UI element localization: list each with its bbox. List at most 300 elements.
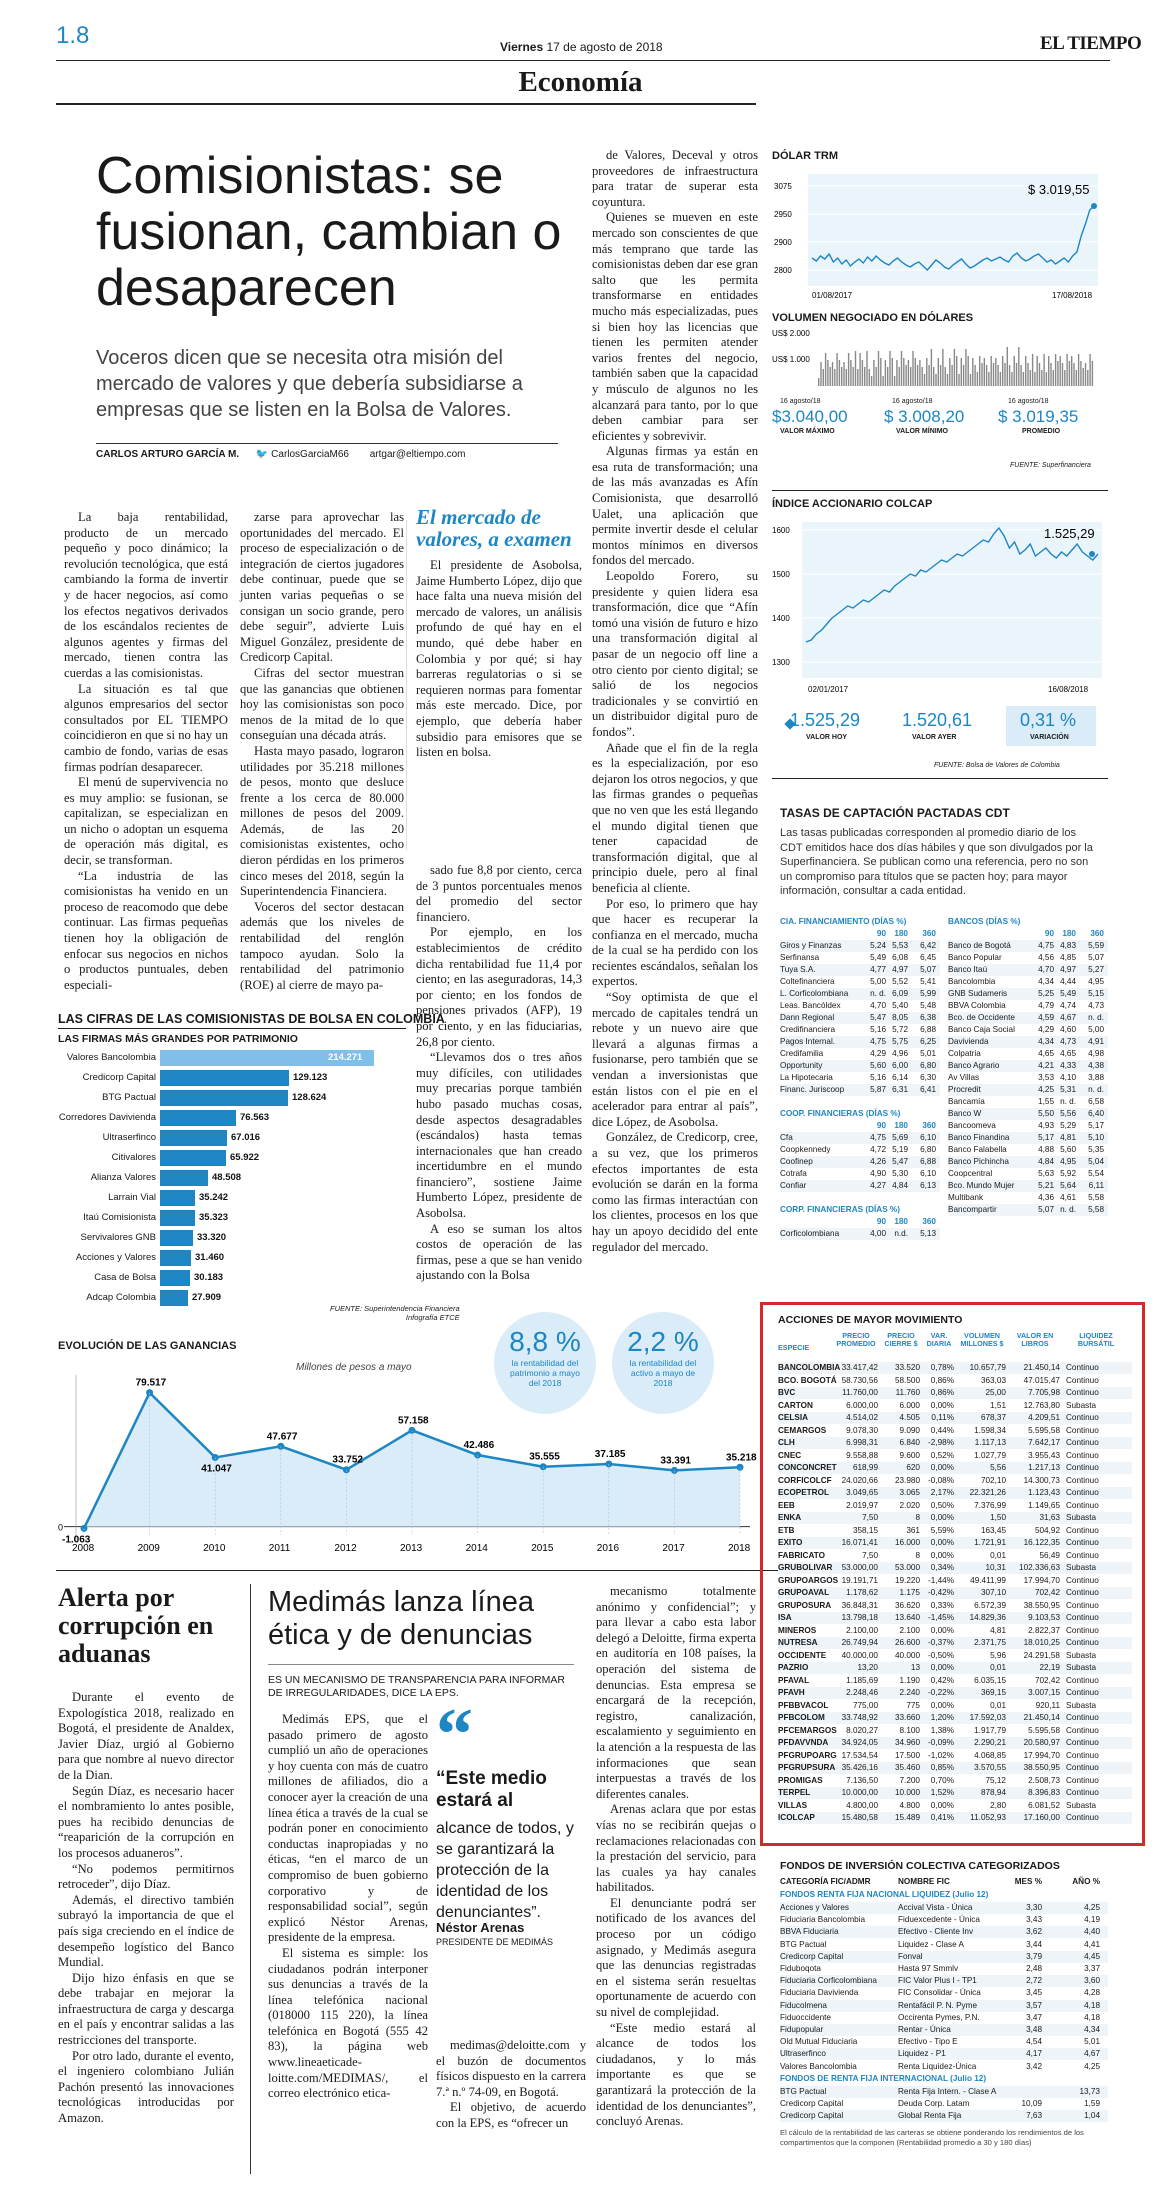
table-cell: Continuo <box>1066 1463 1099 1472</box>
table-row <box>778 1687 1132 1699</box>
patrimonio-credit: Infografía ETCE <box>405 1313 460 1322</box>
table-cell: 8.100 <box>899 1725 920 1735</box>
vol-bar <box>1048 356 1049 386</box>
table-cell: OCCIDENTE <box>778 1650 827 1660</box>
vol-bar <box>894 376 895 386</box>
bar <box>160 1110 236 1126</box>
table-cell: 5.595,58 <box>1028 1425 1060 1435</box>
table-cell: GRUBOLIVAR <box>778 1563 833 1572</box>
table-cell: 35.460 <box>894 1763 920 1772</box>
table-cell: Banco Finandina <box>948 1133 1010 1142</box>
table-cell: Continuo <box>1066 1588 1099 1597</box>
table-cell: 13,73 <box>1079 2086 1100 2096</box>
bar-label: BTG Pactual <box>102 1092 156 1103</box>
vol-bar <box>836 353 837 386</box>
table-cell: 3,47 <box>1026 2012 1042 2022</box>
twitter-icon: 🐦 <box>255 449 269 460</box>
vol-bar <box>1089 354 1090 386</box>
paragraph: El sistema es simple: los ciudadanos podrán interponer sus denuncias a través de la línea telefónica nacional (018000 115 220), la línea telefónica en Bogotá (555 42 83), la página web www.lineaeticade-loitte.com/MEDIMAS/, el correo electrónico etica- <box>268 1945 428 2101</box>
table-cell: 5,63 <box>1038 1169 1054 1178</box>
table-cell: Fiduciaria Corficolombiana <box>780 1976 877 1986</box>
table-cell: 5,40 <box>892 1001 908 1010</box>
table-cell: 4,93 <box>1038 1121 1054 1130</box>
table-row <box>778 1437 1132 1449</box>
table-cell: 360 <box>922 1217 936 1226</box>
trm-title: DÓLAR TRM <box>772 150 838 162</box>
table-cell: n. d. <box>1088 1013 1104 1022</box>
fondos-note: El cálculo de la rentabilidad de las carteras se obtiene ponderando los rendimientos de los compartimentos que la componen (Rentabilidad promedio a 30 y 180 días) <box>780 2128 1084 2148</box>
table-cell: 102.336,63 <box>1019 1563 1060 1572</box>
table-cell: 5,24 <box>870 941 886 950</box>
table-cell: Old Mutual Fiduciaria <box>780 2037 858 2047</box>
bar <box>160 1290 188 1306</box>
table-cell: PROMIGAS <box>778 1775 823 1785</box>
table-cell: FONDOS RENTA FIJA NACIONAL LIQUIDEZ (Julio 12) <box>780 1890 989 1899</box>
table-cell: MINEROS <box>778 1625 817 1635</box>
table-row <box>778 1512 1132 1524</box>
table-cell: 1.217,13 <box>1028 1463 1060 1472</box>
table-row <box>780 1000 940 1012</box>
table-cell: 49.411,99 <box>970 1575 1006 1585</box>
table-cell: 678,37 <box>980 1413 1006 1422</box>
table-cell: 4,97 <box>892 965 908 974</box>
table-cell: 4,74 <box>1060 1001 1076 1010</box>
table-row <box>948 1048 1108 1060</box>
body-col4 <box>592 148 758 1255</box>
bar-value: 76.563 <box>240 1112 270 1123</box>
table-row <box>780 1072 940 1084</box>
table-cell: 10.000 <box>894 1788 920 1797</box>
colcap-last-label: 1.525,29 <box>1044 526 1095 541</box>
table-cell: PFAVH <box>778 1688 805 1697</box>
vol-bar <box>892 358 893 386</box>
table-cell: 4.505 <box>899 1413 920 1422</box>
table-cell: 8 <box>915 1513 920 1522</box>
table-cell: PFBBVACOL <box>778 1700 829 1710</box>
table-cell: PFCEMARGOS <box>778 1725 837 1735</box>
table-cell: 16.071,41 <box>841 1538 878 1547</box>
sidebar-col <box>416 558 582 761</box>
table-cell: 6.998,31 <box>846 1438 878 1447</box>
bar <box>160 1270 190 1286</box>
vol-bar <box>1062 363 1063 386</box>
table-cell: 58.730,56 <box>841 1375 878 1385</box>
table-cell: 702,42 <box>1034 1675 1060 1685</box>
table-cell: Banco Falabella <box>948 1145 1007 1154</box>
x-tick: 17/08/2018 <box>1052 291 1093 300</box>
table-cell: n. d. <box>1088 1085 1104 1094</box>
cdt-left-table <box>780 916 940 1286</box>
table-cell: 90 <box>1044 929 1054 938</box>
table-cell: 0,86% <box>930 1375 954 1385</box>
table-cell: 775 <box>906 1700 920 1710</box>
table-cell: Renta Fija Intern. - Clase A <box>898 2086 997 2096</box>
table-row <box>948 1180 1108 1192</box>
vol-bar <box>899 367 900 386</box>
table-cell: 4,40 <box>1084 1927 1100 1937</box>
table-cell: 363,03 <box>980 1375 1006 1385</box>
table-cell: 361 <box>906 1525 920 1535</box>
vol-bar <box>1004 363 1005 386</box>
vol-bar <box>1046 372 1047 386</box>
table-cell: 5,69 <box>892 1133 908 1142</box>
table-cell: CNEC <box>778 1450 802 1460</box>
table-row <box>780 2048 1108 2060</box>
data-label: 33.391 <box>660 1455 691 1467</box>
table-cell: -0,37% <box>928 1638 954 1647</box>
table-row <box>948 1192 1108 1204</box>
vol-bar <box>977 372 978 386</box>
vol-bar <box>979 356 980 386</box>
table-cell: 5,21 <box>1038 1181 1054 1190</box>
paragraph: Durante el evento de Expologística 2018, realizado en Bogotá, el presidente de Analdex, Javier Díaz, urgió al Gobierno para que nombre al nuevo director de la Dian. <box>58 1690 234 1782</box>
header-cell: VOLUMEN MILLONES $ <box>960 1331 1004 1348</box>
table-cell: 1.123,43 <box>1028 1488 1060 1497</box>
data-label: 47.677 <box>266 1431 298 1443</box>
vol-bar <box>905 365 906 386</box>
vol-bar <box>1025 356 1026 386</box>
vol-bar <box>1032 354 1033 386</box>
table-row <box>948 988 1108 1000</box>
table-cell: BBVA Fiduciaria <box>780 1927 839 1937</box>
vol-bar <box>889 351 890 386</box>
table-row <box>780 1951 1108 1963</box>
table-cell: 24.020,66 <box>841 1475 878 1485</box>
table-cell: Fiduoccidente <box>780 2012 831 2022</box>
table-cell: 10.657,79 <box>969 1363 1006 1372</box>
paragraph: Algunas firmas ya están en esa ruta de transformación; una de las más avanzadas es Afín Comisionista, que desarrolló Ualet, una aplicación que permite invertir desde el celular montos mínimos en diversos fondos del mercado. <box>592 444 758 568</box>
bar-value: 30.183 <box>194 1272 224 1283</box>
medimas-col2 <box>436 2038 586 2132</box>
table-cell: 53.000,00 <box>841 1563 878 1572</box>
vol-bar <box>871 376 872 386</box>
table-row <box>778 1487 1132 1499</box>
medimas-sub: ES UN MECANISMO DE TRANSPARENCIA PARA INFORMAR DE IRREGULARIDADES, DICE LA EPS. <box>268 1674 565 1699</box>
paragraph: Leopoldo Forero, su presidente y quien lidera esa transformación, dice que “Afín tomó una visión de futuro e hizo una transformación digital al pasar de un negocio off line a otro ciento por ciento digital; se salió de los negocios tradicionales y se convirtió en un distribuidor digital puro de fondos”. <box>592 569 758 739</box>
table-cell: 5,47 <box>892 1157 908 1166</box>
table-row <box>780 2061 1108 2073</box>
paragraph: El objetivo, de acuerdo con la EPS, es “ofrecer un <box>436 2100 586 2130</box>
table-cell: -2,98% <box>928 1438 954 1447</box>
table-cell: 4,28 <box>1084 1988 1100 1998</box>
table-cell: 24.291,58 <box>1023 1650 1060 1660</box>
table-cell: ISA <box>778 1613 792 1622</box>
table-cell: 34.924,05 <box>841 1738 878 1747</box>
paragraph: El presidente de Asobolsa, Jaime Humberto López, dijo que hace falta una nueva misión del mercado de valores, un análisis profundo de qué hay en el mundo, qué debe haber en Colombia y por qué; si hay barreras regulatorias o si se requieren normas para fomentar más este mercado. Dice, por ejemplo, que debería haber subsidio para emisores que se listen en bolsa. <box>416 558 582 760</box>
table-row <box>778 1400 1132 1412</box>
table-row <box>778 1412 1132 1424</box>
table-row <box>778 1475 1132 1487</box>
vol-bar <box>963 365 964 386</box>
table-cell: Subasta <box>1066 1650 1097 1660</box>
table-cell: 0,01 <box>990 1700 1006 1710</box>
quote-name: Néstor Arenas <box>436 1920 525 1935</box>
table-cell: 5,17 <box>1038 1133 1054 1142</box>
table-section <box>948 916 1108 928</box>
table-cell: 6,00 <box>892 1061 908 1070</box>
colcap-source: FUENTE: Bolsa de Valores de Colombia <box>934 762 1060 769</box>
table-cell: Continuo <box>1066 1500 1099 1510</box>
table-cell: 0,00% <box>930 1513 954 1522</box>
cdt-title: TASAS DE CAPTACIÓN PACTADAS CDT <box>780 806 1010 820</box>
data-point <box>540 1463 547 1470</box>
table-cell: 15.480,58 <box>841 1813 878 1822</box>
paragraph: “La industria de las comisionistas ha venido en un proceso de reacomodo que debe continuar. Las firmas pequeñas tienen hoy la obligación de enfocar sus negocios en nichos o productos puntuales, deben especiali- <box>64 868 228 992</box>
table-cell: Continuo <box>1066 1813 1099 1822</box>
table-row <box>948 1096 1108 1108</box>
table-cell: 4,33 <box>1060 1061 1076 1070</box>
bar-label: Valores Bancolombia <box>66 1052 156 1063</box>
table-cell: 1,50 <box>990 1513 1006 1522</box>
table-cell: ENKA <box>778 1513 802 1522</box>
table-cell: 6,80 <box>920 1145 936 1154</box>
table-cell: Ultraserfinco <box>780 2049 826 2059</box>
bar-label: Acciones y Valores <box>75 1252 156 1263</box>
table-cell: 5,96 <box>990 1650 1006 1660</box>
bar <box>160 1210 195 1226</box>
table-cell: 6,09 <box>892 989 908 998</box>
bar-label: Corredores Davivienda <box>58 1112 156 1123</box>
table-cell: 5,41 <box>920 977 936 986</box>
header-cell: LIQUIDEZ BURSÁTIL <box>1077 1331 1115 1348</box>
table-cell: CEMARGOS <box>778 1425 827 1435</box>
table-cell: 3.049,65 <box>846 1488 878 1497</box>
table-cell: GRUPOAVAL <box>778 1588 830 1597</box>
table-row <box>778 1450 1132 1462</box>
table-row <box>780 940 940 952</box>
table-cell: Bancompartir <box>948 1205 997 1214</box>
table-cell: 4,79 <box>1038 1001 1054 1010</box>
table-cell: 25,00 <box>985 1388 1006 1397</box>
table-cell: Banco Pichincha <box>948 1157 1009 1166</box>
table-cell: BBVA Colombia <box>948 1001 1006 1010</box>
table-cell: 4,19 <box>1084 1915 1100 1925</box>
table-cell: 3,43 <box>1026 1915 1042 1925</box>
table-cell: 17.160,00 <box>1023 1813 1060 1822</box>
bar-value: 67.016 <box>231 1132 261 1143</box>
table-cell: Serfinansa <box>780 953 820 962</box>
header-cell: PRECIO PROMEDIO <box>836 1331 876 1348</box>
vol-stats: 16 agosto/18 $3.040,00 VALOR MÁXIMO 16 agosto/18 $ 3.008,20 VALOR MÍNIMO 16 agosto/18 $ 3.019,35 PROMEDIO <box>772 398 1079 435</box>
table-row <box>780 1084 940 1096</box>
vol-bar <box>935 374 936 386</box>
x-tick: 2008 <box>72 1543 95 1554</box>
table-cell: 4,34 <box>1038 977 1054 986</box>
table-cell: 4,95 <box>1088 977 1104 986</box>
email-link[interactable]: artgar@eltiempo.com <box>369 449 466 460</box>
paragraph: zarse para aprovechar las oportunidades del mercado. El proceso de especialización o de integración de ciertos jugadores debe continuar, puede que se junten varias pequeñas o se consigan un socio grande, pero debe seguir”, advierte Luis Miguel González, presidente de Credicorp Capital. <box>240 510 404 665</box>
table-cell: Financ. Juriscoop <box>780 1085 845 1094</box>
table-cell: Continuo <box>1066 1375 1099 1385</box>
table-cell: 6.840 <box>899 1438 920 1447</box>
vol-bar <box>1080 361 1081 386</box>
table-cell: Liquidez - Clase A <box>898 1939 964 1949</box>
vol-bar <box>1064 370 1065 386</box>
table-cell: Credicorp Capital <box>780 2111 844 2121</box>
table-cell: Davivienda <box>948 1037 989 1046</box>
table-cell: Banco Itaú <box>948 965 988 974</box>
table-cell: 4,26 <box>870 1157 886 1166</box>
table-row <box>780 1228 940 1240</box>
table-row <box>780 1144 940 1156</box>
paragraph: Medimás EPS, que el pasado primero de agosto cumplió un año de operaciones y hoy cuenta con más de cuatro millones de afiliados, dio a conocer ayer la creación de una línea ética a través de la cual se podrán poner en conocimiento conductas inapropiadas y no éticas, “en el marco de un compromiso de buen gobierno corporativo y de responsabilidad social”, según explicó Néstor Arenas, presidente de la empresa. <box>268 1712 428 1945</box>
table-cell: 11.052,93 <box>970 1813 1006 1822</box>
table-row <box>778 1675 1132 1687</box>
vol-bar <box>820 362 821 386</box>
table-cell: Continuo <box>1066 1725 1099 1735</box>
table-cell: 775,00 <box>852 1700 878 1710</box>
table-cell: 5,27 <box>1088 965 1104 974</box>
table-cell: 5,25 <box>1038 989 1054 998</box>
table-cell: 3,62 <box>1026 1927 1042 1937</box>
table-cell: -0,09% <box>928 1738 954 1747</box>
paragraph: Además, el directivo también subrayó la importancia de que el país siga creciendo en el índice de desempeño logístico del Banco Mundial. <box>58 1892 234 1970</box>
table-cell: La Hipotecaria <box>780 1073 833 1082</box>
table-cell: Liquidez - P1 <box>898 2049 946 2059</box>
table-row <box>948 1000 1108 1012</box>
table-cell: 0,44% <box>930 1425 954 1435</box>
table-row <box>780 1963 1108 1975</box>
table-cell: FONDOS DE RENTA FIJA INTERNACIONAL (Julio 12) <box>780 2073 987 2083</box>
data-label: 35.555 <box>529 1451 560 1463</box>
table-cell: Banco Caja Social <box>948 1025 1015 1034</box>
paragraph: medimas@deloitte.com y el buzón de documentos físicos dispuesto en la carrera 7.ª n.º 74-09, en Bogotá. <box>436 2038 586 2099</box>
vol-bar <box>1053 370 1054 386</box>
y-tick: 0 <box>58 1522 64 1533</box>
table-cell: 0,00% <box>930 1700 954 1710</box>
table-cell: Procredit <box>948 1085 981 1094</box>
table-cell: 14.300,73 <box>1023 1475 1060 1485</box>
table-cell: 702,42 <box>1034 1588 1060 1597</box>
table-section <box>780 1889 1108 1901</box>
table-cell: CORFICOLCF <box>778 1475 832 1485</box>
vol-bar <box>1069 361 1070 386</box>
vol-bar <box>1007 347 1008 386</box>
table-cell: 4,91 <box>1088 1037 1104 1046</box>
table-cell: Banco W <box>948 1109 982 1118</box>
table-cell: 5,47 <box>870 1013 886 1022</box>
data-label: 35.218 <box>726 1452 757 1464</box>
paragraph: “No podemos permitirnos retroceder”, dijo Díaz. <box>58 1861 234 1892</box>
table-cell: Rentafácil P. N. Pyme <box>898 2000 978 2010</box>
table-row <box>780 1048 940 1060</box>
vol-bar <box>823 369 824 386</box>
table-row <box>948 940 1108 952</box>
table-cell: 358,15 <box>852 1525 878 1535</box>
paragraph: La situación es tal que algunos empresarios del sector consultados por EL TIEMPO coincidieron en que si no hay un cambio de fondo, varias de esas firmas podrían desaparecer. <box>64 681 228 774</box>
table-cell: 0,00% <box>930 1400 954 1410</box>
y-tick: 2900 <box>774 238 792 247</box>
table-cell: 3,48 <box>1026 2025 1042 2034</box>
table-cell: 0,33% <box>930 1600 954 1610</box>
table-cell: 0,70% <box>930 1775 954 1785</box>
vol-bar <box>1083 368 1084 386</box>
table-cell: Continuo <box>1066 1625 1099 1635</box>
vol-bar <box>834 369 835 386</box>
table-row <box>778 1762 1132 1774</box>
x-tick: 2010 <box>203 1543 226 1554</box>
table-cell: 2.822,37 <box>1028 1625 1060 1635</box>
table-cell: 1,38% <box>930 1725 954 1735</box>
table-cell: 4,25 <box>1084 2061 1100 2071</box>
table-cell: 6,42 <box>920 941 936 950</box>
table-cell: 5.595,58 <box>1028 1725 1060 1735</box>
table-cell: 4,83 <box>1060 941 1076 950</box>
table-cell: PFGRUPSURA <box>778 1763 836 1772</box>
table-cell: 33.417,42 <box>841 1363 878 1372</box>
table-cell: 5,60 <box>1060 1145 1076 1154</box>
table-cell: 920,11 <box>1035 1700 1060 1710</box>
table-cell: n.d. <box>894 1229 908 1238</box>
page-number: 1.8 <box>56 22 90 49</box>
paragraph: mecanismo totalmente anónimo y confidencial”; y para llevar a cabo esta labor delegó a Deloitte, firma experta en auditoría en 108 países, la operación del sistema de denuncias. Esta empresa se encargará de la recepción, registro, canalización, escalamiento y seguimiento en la atención a la respuesta de las informaciones que sean interpuestas a través de los diferentes canales. <box>596 1584 756 1801</box>
table-cell: 5,53 <box>892 941 908 950</box>
vol-bar <box>961 358 962 386</box>
table-cell: 6,88 <box>920 1157 936 1166</box>
vol-bar <box>1016 363 1017 386</box>
table-cell: Fiduciaria Bancolombia <box>780 1915 866 1925</box>
table-cell: 5,54 <box>1088 1169 1104 1178</box>
bar-label: Servivalores GNB <box>80 1232 156 1243</box>
table-cell: 6,10 <box>920 1133 936 1142</box>
table-cell: Occirenta Pymes, P.N. <box>898 2012 980 2022</box>
bar-label: Ultraserfinco <box>102 1132 156 1143</box>
bar-label: Alianza Valores <box>90 1172 156 1183</box>
vol-bar <box>919 360 920 386</box>
table-cell: 14.829,36 <box>969 1613 1006 1622</box>
table-cell: 5,07 <box>1088 953 1104 962</box>
table-row <box>778 1737 1132 1749</box>
table-cell: 4,54 <box>1026 2037 1042 2047</box>
table-cell: 3.065 <box>899 1488 920 1497</box>
table-cell: 4,21 <box>1038 1061 1054 1070</box>
table-cell: FIC Consolidar - Única <box>898 1988 981 1998</box>
table-cell: 4,18 <box>1084 2012 1100 2022</box>
table-row <box>778 1637 1132 1649</box>
table-row <box>948 952 1108 964</box>
table-row <box>780 1939 1108 1951</box>
bar <box>160 1230 193 1246</box>
sidebar-title: El mercado de valores, a examen <box>416 505 572 551</box>
table-cell: 307,10 <box>980 1588 1006 1597</box>
table-cell: 0,85% <box>930 1763 954 1772</box>
table-cell: -0,42% <box>928 1588 954 1597</box>
table-cell: CLH <box>778 1438 795 1447</box>
table-cell: Subasta <box>1066 1513 1097 1522</box>
table-cell: Subasta <box>1066 1663 1097 1672</box>
paragraph: Por ejemplo, en los establecimientos de crédito dicha rentabilidad fue 11,4 por ciento; en las aseguradoras, 14,3 por ciento; en los fondos de pensiones privados (AFP), 19 por ciento, y en las fiduciarias, 26,8 por ciento. <box>416 925 582 1049</box>
table-cell: Continuo <box>1066 1750 1099 1760</box>
table-cell: Colpatria <box>948 1049 981 1058</box>
y-tick: US$ 1.000 <box>772 355 810 364</box>
table-cell: ICOLCAP <box>778 1813 815 1822</box>
vol-bar <box>855 351 856 386</box>
table-row <box>778 1750 1132 1762</box>
table-cell: 163,45 <box>980 1525 1006 1535</box>
bar <box>160 1070 289 1086</box>
colcap-title: ÍNDICE ACCIONARIO COLCAP <box>772 498 933 510</box>
table-cell: 1,59 <box>1084 2099 1100 2108</box>
table-section <box>780 916 940 928</box>
bar-value: 31.460 <box>195 1252 225 1263</box>
bar-label: Casa de Bolsa <box>94 1272 156 1283</box>
medimas-col3 <box>596 1584 756 2130</box>
table-cell: 2.240 <box>899 1688 920 1697</box>
table-cell: Continuo <box>1066 1638 1099 1647</box>
table-cell: L. Corficolombiana <box>780 989 849 998</box>
table-cell: 0,78% <box>930 1363 954 1372</box>
vol-bar <box>1037 356 1038 386</box>
